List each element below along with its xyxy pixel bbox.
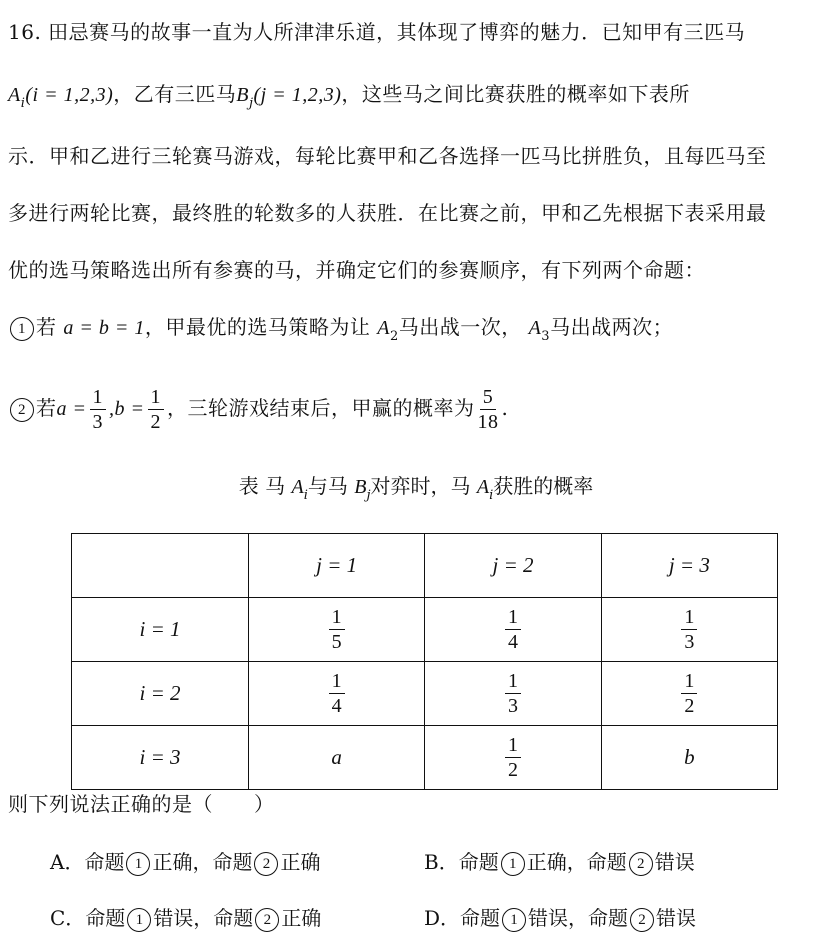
table-row <box>72 726 778 790</box>
cell-fraction <box>681 605 697 654</box>
caption-mid-2: 对弈时，马 <box>370 474 471 498</box>
circled-number-2: 2 <box>629 852 653 876</box>
table-cell <box>425 598 601 662</box>
option-d[interactable] <box>424 902 696 932</box>
option-text: 命题 <box>85 906 126 930</box>
option-c[interactable] <box>50 902 321 932</box>
fraction-numerator: 1 <box>505 669 521 694</box>
fraction-b-value <box>148 385 165 434</box>
table-row <box>72 662 778 726</box>
cell-fraction <box>329 605 345 654</box>
option-letter: B． <box>424 850 459 874</box>
option-text: 正确 <box>280 850 321 874</box>
circled-number-1: 1 <box>126 852 150 876</box>
prop1-prefix: 若 <box>36 315 57 339</box>
problem-text-1: 田忌赛马的故事一直为人所津津乐道，其体现了博弈的魅力．已知甲有三匹马 <box>48 20 746 44</box>
fraction-denominator: 2 <box>684 695 695 717</box>
circled-number-1: 1 <box>10 317 34 341</box>
fraction-denominator: 3 <box>684 631 695 653</box>
column-header: j = 2 <box>425 534 601 598</box>
horse-b-symbol: B <box>236 84 249 106</box>
cell-fraction <box>505 605 521 654</box>
table-row <box>72 598 778 662</box>
problem-line-1 <box>8 18 745 46</box>
circled-number-1: 1 <box>502 908 526 932</box>
column-header: j = 3 <box>601 534 777 598</box>
cell-fraction <box>329 669 345 718</box>
prop1-condition: a = b = 1 <box>63 317 145 339</box>
row-header: i = 1 <box>72 598 249 662</box>
cell-fraction <box>681 669 697 718</box>
problem-line-5: 优的选马策略选出所有参赛的马，并确定它们的参赛顺序，有下列两个命题： <box>8 258 705 282</box>
proposition-1 <box>8 313 673 351</box>
caption-suffix: 获胜的概率 <box>493 474 594 498</box>
question-stem: 则下列说法正确的是（ ） <box>8 792 275 816</box>
problem-text-2b: ，这些马之间比赛获胜的概率如下表所 <box>341 82 690 106</box>
fraction-numerator: 1 <box>329 605 345 630</box>
table-cell <box>601 598 777 662</box>
option-a[interactable] <box>50 846 320 876</box>
option-text: 命题 <box>84 850 125 874</box>
option-text: 错误 <box>654 850 695 874</box>
fraction-numerator: 1 <box>329 669 345 694</box>
option-b[interactable] <box>424 846 695 876</box>
prop2-period: . <box>501 396 509 420</box>
index-set-i: (i = 1,2,3) <box>25 84 114 106</box>
horse-a3-subscript: 3 <box>541 329 551 344</box>
option-letter: D． <box>424 906 461 930</box>
fraction-denominator: 2 <box>150 411 161 433</box>
fraction-denominator: 5 <box>331 631 342 653</box>
fraction-numerator: 1 <box>681 669 697 694</box>
cell-fraction <box>505 733 521 782</box>
option-letter: C． <box>50 906 86 930</box>
row-header: i = 2 <box>72 662 249 726</box>
row-header: i = 3 <box>72 726 249 790</box>
option-letter: A． <box>50 850 85 874</box>
caption-ai: A <box>291 476 304 498</box>
option-text: 正确，命题 <box>526 850 627 874</box>
prop1-text-2: 马出战一次， <box>398 315 522 339</box>
caption-bj: B <box>354 476 367 498</box>
prop1-text-1: ，甲最优的选马策略为让 <box>144 315 371 339</box>
problem-number: 16. <box>8 20 42 44</box>
fraction-win-probability <box>478 385 499 434</box>
table-cell <box>425 726 601 790</box>
problem-line-4: 多进行两轮比赛，最终胜的轮数多的人获胜．在比赛之前，甲和乙先根据下表采用最 <box>8 201 767 225</box>
prop2-text: ，三轮游戏结束后，甲赢的概率为 <box>167 396 475 420</box>
caption-prefix: 表 马 <box>238 474 286 498</box>
fraction-denominator: 3 <box>507 695 518 717</box>
caption-mid: 与马 <box>307 474 348 498</box>
table-cell <box>425 662 601 726</box>
cell-fraction <box>505 669 521 718</box>
option-text: 正确 <box>281 906 322 930</box>
fraction-denominator: 4 <box>331 695 342 717</box>
problem-line-3: 示．甲和乙进行三轮赛马游戏，每轮比赛甲和乙各选择一匹马比拼胜负，且每匹马至 <box>8 144 767 168</box>
table-header-row <box>72 534 778 598</box>
table-cell <box>249 598 425 662</box>
prop1-text-3: 马出战两次； <box>550 315 674 339</box>
caption-ai-2: A <box>476 476 490 498</box>
column-header: j = 1 <box>249 534 425 598</box>
circled-number-1: 1 <box>501 852 525 876</box>
prop2-prefix: 若 <box>36 396 57 420</box>
fraction-numerator: 5 <box>480 385 497 410</box>
fraction-numerator: 1 <box>505 733 521 758</box>
horse-b-subscript: j <box>248 96 254 111</box>
fraction-denominator: 2 <box>507 759 518 781</box>
fraction-denominator: 3 <box>92 411 103 433</box>
circled-number-1: 1 <box>127 908 151 932</box>
table-cell: b <box>601 726 777 790</box>
caption-ai-2-subscript: i <box>489 488 494 503</box>
fraction-a-value <box>90 385 107 434</box>
table-cell <box>249 662 425 726</box>
horse-a-subscript: i <box>20 96 26 111</box>
problem-line-2 <box>8 80 690 118</box>
fraction-numerator: 1 <box>148 385 165 410</box>
fraction-denominator: 4 <box>507 631 518 653</box>
fraction-numerator: 1 <box>90 385 107 410</box>
index-set-j: (j = 1,2,3) <box>253 84 342 106</box>
circled-number-2: 2 <box>630 908 654 932</box>
table-caption <box>0 470 832 503</box>
horse-a3-symbol: A <box>528 317 542 339</box>
caption-ai-subscript: i <box>303 488 308 503</box>
problem-text-2a: ，乙有三匹马 <box>113 82 237 106</box>
horse-a2-symbol: A <box>377 317 390 339</box>
fraction-numerator: 1 <box>681 605 697 630</box>
prop2-a-label: a = <box>56 398 87 420</box>
caption-bj-subscript: j <box>366 488 371 503</box>
circled-number-2: 2 <box>254 852 278 876</box>
option-text: 命题 <box>458 850 499 874</box>
proposition-2 <box>8 380 508 436</box>
table-cell: a <box>249 726 425 790</box>
option-text: 错误 <box>656 906 697 930</box>
fraction-numerator: 1 <box>505 605 521 630</box>
option-text: 命题 <box>460 906 501 930</box>
option-text: 错误，命题 <box>528 906 629 930</box>
table-corner-cell <box>72 534 249 598</box>
prop2-b-label: ,b = <box>109 398 145 420</box>
option-text: 正确，命题 <box>152 850 253 874</box>
fraction-denominator: 18 <box>477 411 499 433</box>
circled-number-2: 2 <box>10 398 34 422</box>
option-text: 错误，命题 <box>153 906 254 930</box>
horse-a-symbol: A <box>8 84 21 106</box>
circled-number-2: 2 <box>255 908 279 932</box>
horse-a2-subscript: 2 <box>389 329 399 344</box>
probability-table <box>71 533 778 790</box>
table-cell <box>601 662 777 726</box>
